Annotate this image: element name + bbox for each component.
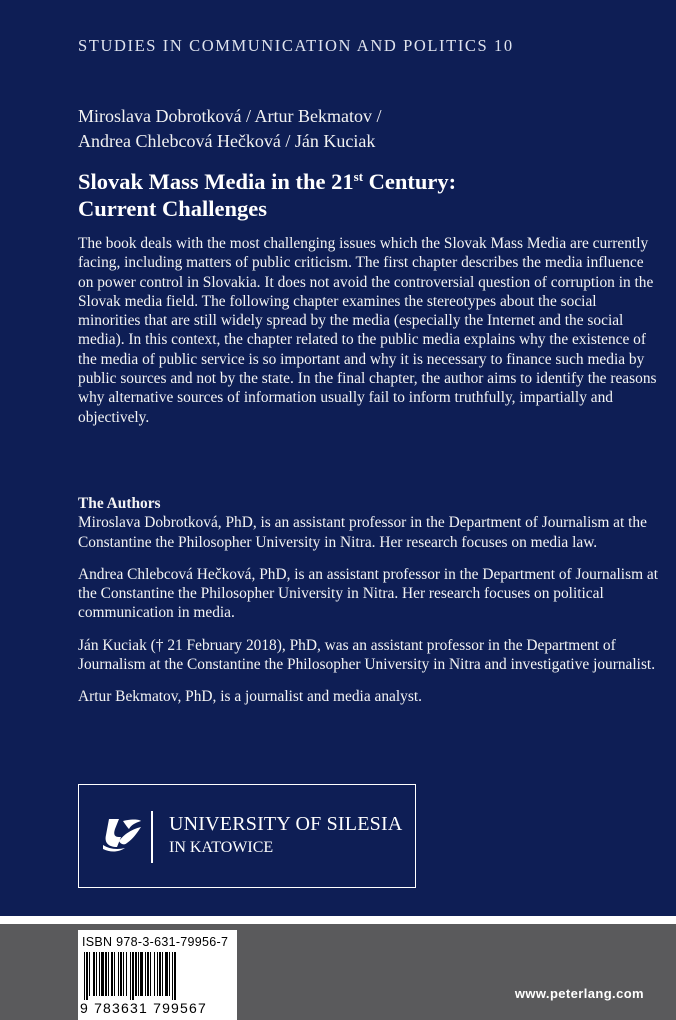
title-part-2: Century: xyxy=(363,169,457,194)
author-bio: Artur Bekmatov, PhD, is a journalist and media analyst. xyxy=(78,688,422,706)
barcode-icon xyxy=(84,952,232,1000)
author-bio: Andrea Chlebcová Hečková, PhD, is an assistant professor in the Department of Journalism at the Constantine the Philosopher University in Nitra. Her research focuses on political communication in media. xyxy=(78,565,658,622)
author-bio: Miroslava Dobrotková, PhD, is an assistant professor in the Department of Journalism at the Constantine the Philosopher University in Nitra. Her research focuses on media law. xyxy=(78,514,647,551)
authors-heading: The Authors xyxy=(78,495,161,512)
author-line-2: Andrea Chlebcová Hečková / Ján Kuciak xyxy=(78,131,376,151)
logo-text-line-2: IN KATOWICE xyxy=(169,839,274,856)
isbn-digits: 9 783631 799567 xyxy=(80,1000,207,1016)
logo-text-line-1: UNIVERSITY OF SILESIA xyxy=(169,813,403,835)
title-part-1: Slovak Mass Media in the 21 xyxy=(78,169,354,194)
author-line-1: Miroslava Dobrotková / Artur Bekmatov / xyxy=(78,106,382,126)
series-title: STUDIES IN COMMUNICATION AND POLITICS 10 xyxy=(78,36,514,55)
book-description: The book deals with the most challenging issues which the Slovak Mass Media are currently facing, including matters of public criticism. The first chapter describes the media influence on power control in Slovakia. It does not avoid the controversial question of corruption in the Slovak media field. The following chapter examines the stereotypes about the social minorities that are still widely spread by the media (especially the Internet and the social media). In this context, the chapter related to the public media explains why the existence of the media of public service is so important and why it is necessary to finance such media by public sources and not by the state. In the final chapter, the author aims to identify the reasons why alternative sources of information usually fail to inform truthfully, impartially and objectively. xyxy=(78,235,657,426)
title-superscript: st xyxy=(353,169,364,184)
author-bio: Ján Kuciak († 21 February 2018), PhD, was an assistant professor in the Department of Journalism at the Constantine the Philosopher University in Nitra and investigative journalist. xyxy=(78,636,656,674)
author-list xyxy=(78,104,381,154)
book-title xyxy=(78,168,456,222)
authors-section xyxy=(78,494,658,720)
bottom-divider xyxy=(0,916,676,924)
barcode-area xyxy=(78,930,237,1020)
publisher-website: www.peterlang.com xyxy=(514,986,644,1001)
isbn-label: ISBN 978-3-631-79956-7 xyxy=(82,935,229,949)
logo-divider xyxy=(151,811,153,863)
title-line-2: Current Challenges xyxy=(78,196,267,221)
university-logo-icon xyxy=(95,815,143,855)
publisher-logo-box xyxy=(78,784,416,888)
